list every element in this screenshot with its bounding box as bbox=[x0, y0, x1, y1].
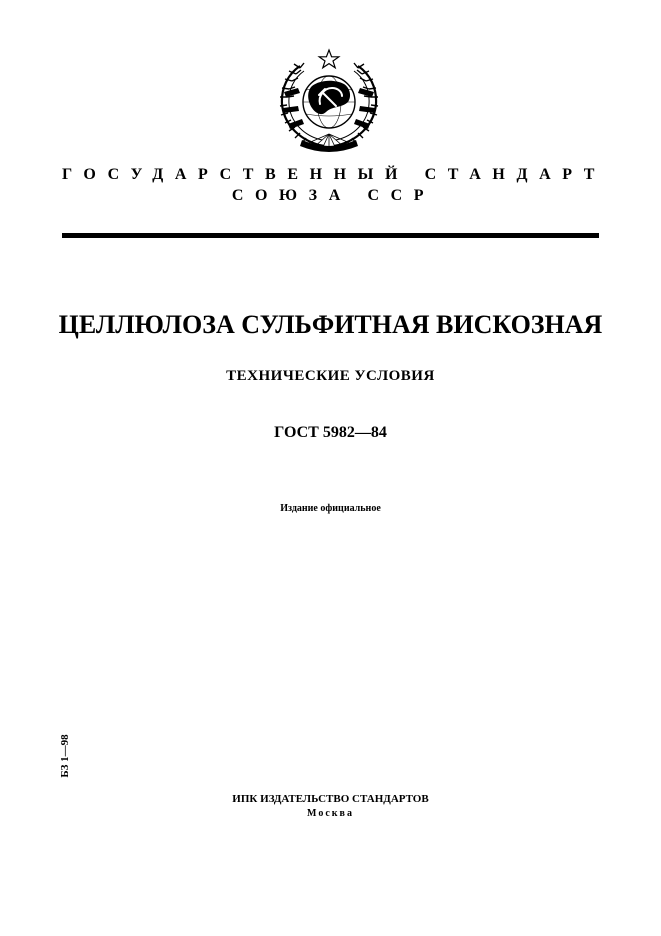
document-subtitle: ТЕХНИЧЕСКИЕ УСЛОВИЯ bbox=[226, 368, 435, 384]
ussr-state-emblem-icon bbox=[272, 48, 386, 154]
publisher: ИПК ИЗДАТЕЛЬСТВО СТАНДАРТОВ bbox=[232, 793, 429, 805]
edition-note: Издание официальное bbox=[280, 503, 381, 514]
side-code bbox=[58, 728, 72, 784]
header-union-ssr: СОЮЗА ССР bbox=[231, 187, 436, 204]
side-code-text: БЗ 1—98 bbox=[59, 734, 71, 778]
document-title: ЦЕЛЛЮЛОЗА СУЛЬФИТНАЯ ВИСКОЗНАЯ bbox=[58, 310, 603, 339]
header-state-standard: ГОСУДАРСТВЕННЫЙ СТАНДАРТ bbox=[62, 166, 607, 183]
publisher-city: Москва bbox=[307, 808, 354, 819]
header-divider bbox=[62, 233, 599, 238]
standard-number: ГОСТ 5982—84 bbox=[274, 424, 387, 441]
